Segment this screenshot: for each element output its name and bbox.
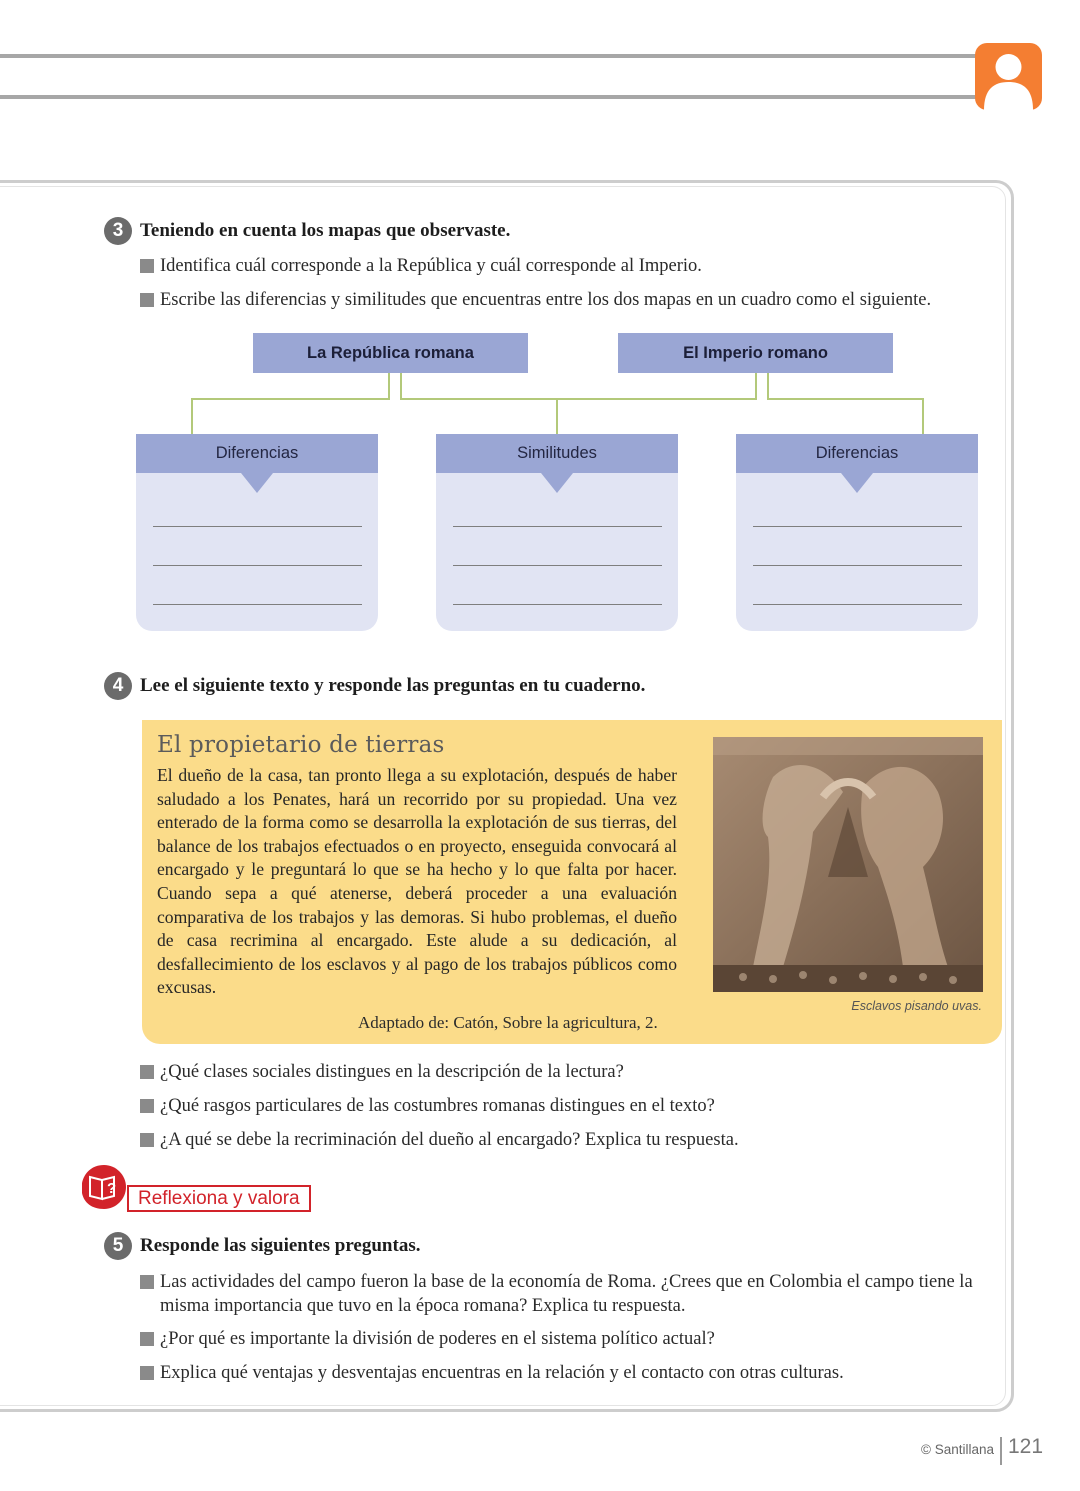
answer-line xyxy=(453,565,662,566)
svg-text:?: ? xyxy=(107,1180,117,1197)
question-5-bullet-3 xyxy=(140,1361,844,1385)
question-5-title: Responde las siguientes preguntas. xyxy=(140,1235,421,1256)
bullet-square-icon xyxy=(140,259,154,273)
card-header xyxy=(736,434,978,473)
header-line-top xyxy=(0,54,980,58)
bullet-square-icon xyxy=(140,293,154,307)
differences-empire-card xyxy=(736,434,978,631)
answer-line xyxy=(453,604,662,605)
slaves-treading-grapes-image xyxy=(713,737,983,992)
question-3-bullet-2 xyxy=(140,288,931,312)
book-question-icon xyxy=(80,1163,128,1211)
question-4-bullet-1 xyxy=(140,1060,624,1084)
bullet-square-icon xyxy=(140,1366,154,1380)
bullet-text: ¿Por qué es importante la división de poderes en el sistema político actual? xyxy=(160,1329,715,1349)
question-4-bullet-3 xyxy=(140,1128,739,1152)
bullet-square-icon xyxy=(140,1332,154,1346)
question-4-title: Lee el siguiente texto y responde las preguntas en tu cuaderno. xyxy=(140,675,646,696)
reflexiona-label: Reflexiona y valora xyxy=(127,1185,311,1212)
bullet-text: ¿Qué clases sociales distingues en la descripción de la lectura? xyxy=(160,1062,624,1082)
image-caption: Esclavos pisando uvas. xyxy=(851,999,982,1013)
similarities-card xyxy=(436,434,678,631)
question-5-bullet-2 xyxy=(140,1327,715,1351)
bullet-text: ¿A qué se debe la recriminación del dueño al encargado? Explica tu respuesta. xyxy=(160,1130,739,1150)
answer-line xyxy=(753,565,962,566)
reading-title: El propietario de tierras xyxy=(157,732,445,758)
question-5-bullet-1 xyxy=(140,1270,980,1318)
question-3-title: Teniendo en cuenta los mapas que observaste. xyxy=(140,220,511,241)
bullet-square-icon xyxy=(140,1065,154,1079)
question-3-bullet-1 xyxy=(140,254,702,278)
answer-line xyxy=(453,526,662,527)
footer-divider xyxy=(1000,1437,1002,1465)
user-icon xyxy=(975,43,1042,110)
bullet-square-icon xyxy=(140,1275,154,1289)
answer-line xyxy=(753,526,962,527)
reading-source: Adaptado de: Catón, Sobre la agricultura, 2. xyxy=(358,1013,658,1032)
answer-line xyxy=(153,604,362,605)
bullet-text: Identifica cuál corresponde a la República y cuál corresponde al Imperio. xyxy=(160,256,702,276)
page-number: 121 xyxy=(1008,1435,1044,1458)
card-title: Diferencias xyxy=(815,444,899,462)
question-4-header xyxy=(104,672,645,700)
bullet-text: Escribe las diferencias y similitudes que encuentras entre los dos mapas en un cuadro como el siguiente. xyxy=(160,290,932,310)
question-4-number: 4 xyxy=(104,672,132,700)
publisher-credit: © Santillana xyxy=(921,1442,994,1457)
card-pointer xyxy=(241,473,273,493)
bullet-text: Las actividades del campo fueron la base de la economía de Roma. ¿Crees que en Colombia el campo tiene la misma importancia que tuvo en la época romana? Explica tu respuesta. xyxy=(160,1272,973,1316)
question-5-header xyxy=(104,1232,420,1260)
card-title: Diferencias xyxy=(215,444,299,462)
bullet-text: ¿Qué rasgos particulares de las costumbres romanas distingues en el texto? xyxy=(160,1096,715,1116)
differences-republic-card xyxy=(136,434,378,631)
card-title: Similitudes xyxy=(517,444,597,462)
card-header xyxy=(436,434,678,473)
card-pointer xyxy=(541,473,573,493)
bullet-square-icon xyxy=(140,1133,154,1147)
question-3-number: 3 xyxy=(104,217,132,245)
reading-text: El dueño de la casa, tan pronto llega a su explotación, después de haber saludado a los Penates, hará un recorrido por su propiedad. Una vez enterado de la forma como se desarrolla la explotación de sus tierras, del balance de los trabajos efectuados o en proyecto, enseguida convocará al encargado y le preguntará lo que se ha hecho y lo que falta por hacer. Cuando sepa a qué atenerse, deberá proceder a una evaluación comparativa de los trabajos y las demoras. Si hubo problemas, el dueño de casa recrimina al encargado. Este alude a su dedicación, al desfallecimiento de los esclavos y al pago de los trabajos públicos como excusas. xyxy=(157,765,677,998)
answer-line xyxy=(153,565,362,566)
question-4-bullet-2 xyxy=(140,1094,715,1118)
republic-header-box: La República romana xyxy=(253,333,528,373)
card-header xyxy=(136,434,378,473)
header-line-bottom xyxy=(0,95,980,99)
bullet-square-icon xyxy=(140,1099,154,1113)
question-3-header xyxy=(104,217,510,245)
answer-line xyxy=(753,604,962,605)
card-pointer xyxy=(841,473,873,493)
question-5-number: 5 xyxy=(104,1232,132,1260)
empire-header-box: El Imperio romano xyxy=(618,333,893,373)
bullet-text: Explica qué ventajas y desventajas encuentras en la relación y el contacto con otras culturas. xyxy=(160,1363,844,1383)
answer-line xyxy=(153,526,362,527)
